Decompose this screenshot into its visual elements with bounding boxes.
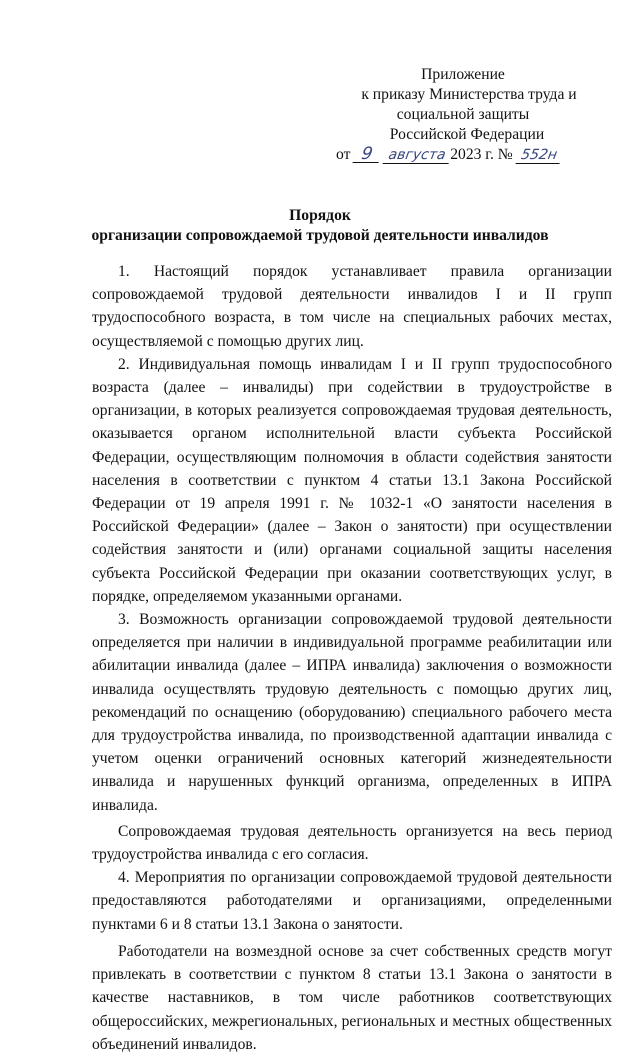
date-year-number-label: 2023 г. № <box>450 146 513 163</box>
order-date-line <box>336 145 561 165</box>
handwritten-month: августа <box>383 147 452 164</box>
appendix-header <box>318 65 608 165</box>
paragraph-1: 1. Настоящий порядок устанавливает правила организации сопровождаемой трудовой деятельности инвалидов I и II групп трудоспособного возраста, в том числе на специальных рабочих местах, осуществляемой с помощью других лиц. <box>92 263 612 350</box>
handwritten-day: 9 <box>353 146 382 163</box>
title-line-2: организации сопровождаемой трудовой деятельности инвалидов <box>91 227 549 244</box>
paragraph-4: 4. Мероприятия по организации сопровождаемой трудовой деятельности предоставляются работодателями и организациями, определенными пунктами 6 и 8 статьи 13.1 Закона о занятости. <box>92 869 612 933</box>
paragraph-4-note: Работодатели на возмездной основе за счет собственных средств могут привлекать в соответствии с пунктом 8 статьи 13.1 Закона о занятости в качестве наставников, в том числе работников соответствующих общероссийских, межрегиональных, региональных и местных общественных объединений инвалидов. <box>92 942 612 1053</box>
document-body <box>92 260 612 1056</box>
date-row <box>318 145 608 165</box>
order-reference-line: к приказу Министерства труда и <box>361 86 577 103</box>
handwritten-order-number: 552н <box>515 147 562 164</box>
paragraph-2: 2. Индивидуальная помощь инвалидам I и II групп трудоспособного возраста (далее – инвалиды) при содействии в трудоустройстве в организации, в которых реализуется сопровождаемая трудовая деятельность, оказывается органом исполнительной власти субъекта Российской Федерации, осуществляющим полномочия в области содействия занятости населения в соответствии с пунктом 4 статьи 13.1 Закона Российской Федерации от 19 апреля 1991 г. № 1032-1 «О занятости населения в Российской Федерации» (далее – Закон о занятости) при осуществлении содействия занятости и (или) органами социальной защиты населения субъекта Российской Федерации при оказании соответствующих услуг, в порядке, определяемом указанными органами. <box>92 355 612 605</box>
paragraph-3: 3. Возможность организации сопровождаемой трудовой деятельности определяется при наличии в индивидуальной программе реабилитации или абилитации инвалида (далее – ИПРА инвалида) заключения о возможности инвалида осуществлять трудовую деятельность с помощью других лиц, рекомендаций по оснащению (оборудованию) специального рабочего места для трудоустройства инвалида, по производственной адаптации инвалида с учетом оценки ограничений основных категорий жизнедеятельности инвалида и нарушенных функций организма, определенных в ИПРА инвалида. <box>92 611 612 814</box>
ministry-line: социальной защиты <box>396 106 530 123</box>
appendix-label: Приложение <box>421 66 505 83</box>
date-prefix: от <box>336 146 351 163</box>
paragraph-3-note: Сопровождаемая трудовая деятельность организуется на весь период трудоустройства инвалида с его согласия. <box>92 822 612 864</box>
document-title <box>0 206 640 246</box>
federation-line: Российской Федерации <box>389 126 545 143</box>
title-line-1: Порядок <box>289 207 351 224</box>
